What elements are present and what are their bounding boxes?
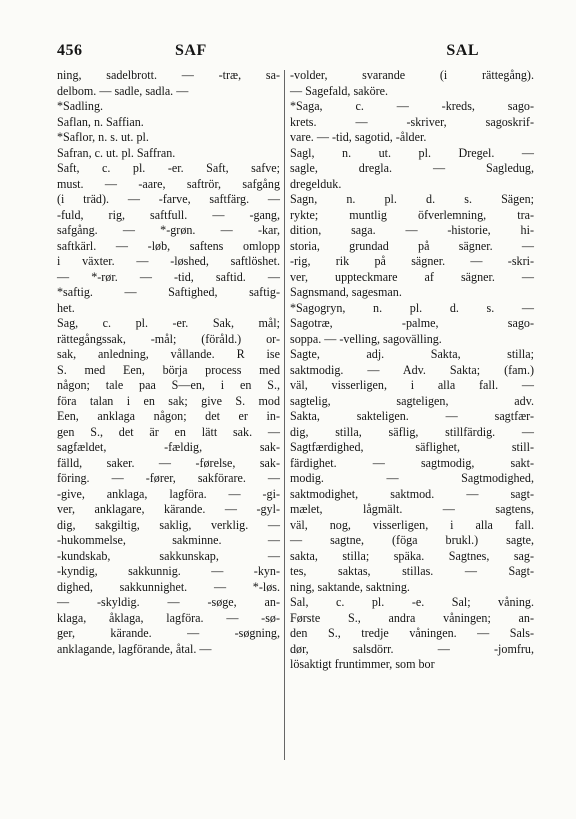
text-line: rykte; muntlig öfverlemning, tra-: [290, 207, 534, 222]
text-line: Saft, c. pl. -er. Saft, safve;: [57, 161, 280, 175]
running-head-left: SAF: [175, 42, 207, 59]
text-line: ning, sadelbrott. — -træ, sa-: [57, 68, 280, 82]
text-line: -kundskab, sakkunskap, —: [57, 548, 280, 563]
text-line: must. — -aare, saftrör, safgång: [57, 176, 280, 191]
text-line: safgång. — *-grøn. — -kar,: [57, 223, 280, 237]
text-line: Sagl, n. ut. pl. Dregel. —: [290, 145, 534, 160]
text-line: Sagtfærdighed, säflighet, still-: [290, 440, 534, 454]
text-line: Sal, c. pl. -e. Sal; våning.: [290, 595, 534, 609]
text-line: Sagte, adj. Sakta, stilla;: [290, 347, 534, 361]
text-line: Saflan, n. Saffian.: [57, 114, 144, 129]
text-line: färdighet. — sagtmodig, sakt-: [290, 455, 534, 470]
text-line: delbom. — sadle, sadla. —: [57, 83, 189, 98]
text-line: Sagnsmand, sagesman.: [290, 285, 402, 299]
running-head-right: SAL: [446, 42, 479, 59]
text-line: saftkärl. — -løb, saftens omlopp: [57, 238, 280, 253]
text-line: den S., tredje våningen. — Sals-: [290, 626, 534, 640]
text-line: — -skyldig. — -søge, an-: [57, 595, 280, 609]
text-line: sagle, dregla. — Sagledug,: [290, 161, 534, 175]
text-line: modig. — Sagtmodighed,: [290, 471, 534, 485]
text-line: Sag, c. pl. -er. Sak, mål;: [57, 316, 280, 330]
text-line: föra talan i en sak; give S. mod: [57, 393, 280, 408]
text-line: saktmodighet, saktmod. — sagt-: [290, 486, 534, 501]
text-line: ver, uppteckmare af sägner. —: [290, 269, 534, 284]
text-line: het.: [57, 300, 75, 315]
text-line: sakta, stilla; späka. Sagtnes, sag-: [290, 548, 534, 563]
text-line: Sakta, sakteligen. — sagtfær-: [290, 409, 534, 423]
text-line: *Sadling.: [57, 99, 104, 113]
text-line: storia, grundad på sägner. —: [290, 238, 534, 253]
text-line: fälld, saker. — -førelse, sak-: [57, 455, 280, 470]
text-line: Een, anklaga någon; det er in-: [57, 409, 280, 423]
text-line: -hukommelse, sakminne. —: [57, 533, 280, 547]
text-line: dregelduk.: [290, 176, 342, 191]
text-line: sak, anledning, vållande. R ise: [57, 347, 280, 361]
column-divider: [284, 70, 285, 760]
text-line: sagtelig, sagteligen, adv.: [290, 393, 534, 408]
text-line: anklagande, lagförande, åtal. —: [57, 641, 212, 656]
text-line: krets. — -skriver, sagoskrif-: [290, 114, 534, 129]
text-line: Sagn, n. pl. d. s. Sägen;: [290, 192, 534, 206]
text-line: föring. — -fører, sakförare. —: [57, 471, 280, 485]
text-line: dig, sakgiltig, saklig, verklig. —: [57, 517, 280, 532]
text-line: sagfældet, -fældig, sak-: [57, 440, 280, 454]
text-line: S. med Een, börja process med: [57, 362, 280, 377]
text-line: klaga, åklaga, lagföra. — -sø-: [57, 610, 280, 625]
text-line: (i träd). — -farve, saftfärg. —: [57, 192, 280, 206]
text-line: *saftig. — Saftighed, saftig-: [57, 285, 280, 299]
text-line: Første S., andra våningen; an-: [290, 610, 534, 625]
text-line: *Saflor, n. s. ut. pl.: [57, 130, 149, 144]
text-line: — Sagefald, saköre.: [290, 83, 389, 98]
text-line: lösaktigt fruntimmer, som bor: [290, 657, 435, 671]
text-line: dør, salsdörr. — -jomfru,: [290, 641, 534, 656]
text-line: tes, saktas, stillas. — Sagt-: [290, 564, 534, 578]
text-line: mælet, lågmält. — sagtens,: [290, 502, 534, 516]
text-line: ger, kärande. — -søgning,: [57, 626, 280, 640]
text-line: i växter. — -løshed, saftlöshet.: [57, 254, 280, 268]
text-line: väl, nog, visserligen, i alla fall.: [290, 517, 534, 532]
text-line: -volder, svarande (i rättegång).: [290, 68, 534, 82]
text-line: dig, stilla, säflig, stillfärdig. —: [290, 424, 534, 439]
text-line: — *-rør. — -tid, saftid. —: [57, 269, 280, 284]
text-line: Sagotræ, -palme, sago-: [290, 316, 534, 330]
text-line: — sagtne, (föga brukl.) sagte,: [290, 533, 534, 547]
text-line: -kyndig, sakkunnig. — -kyn-: [57, 564, 280, 578]
text-line: någon; tale paa S—en, i en S.,: [57, 378, 280, 392]
text-line: Safran, c. ut. pl. Saffran.: [57, 145, 176, 160]
text-line: soppa. — -velling, sagovälling.: [290, 331, 442, 346]
left-column: [57, 68, 280, 657]
right-column: [290, 68, 534, 673]
text-line: vare. — -tid, sagotid, -ålder.: [290, 130, 427, 144]
text-line: dighed, sakkunnighet. — *-løs.: [57, 579, 280, 594]
text-line: -rig, rik på sägner. — -skri-: [290, 254, 534, 268]
text-line: *Saga, c. — -kreds, sago-: [290, 99, 534, 113]
running-header: [57, 42, 537, 64]
text-line: *Sagogryn, n. pl. d. s. —: [290, 300, 534, 315]
text-line: ning, saktande, saktning.: [290, 579, 410, 594]
text-line: dition, saga. — -historie, hi-: [290, 223, 534, 237]
text-line: väl, visserligen, i alla fall. —: [290, 378, 534, 392]
text-line: -give, anklaga, lagföra. — -gi-: [57, 486, 280, 501]
text-line: saktmodig. — Adv. Sakta; (fam.): [290, 362, 534, 377]
page-number: 456: [57, 42, 83, 59]
text-line: -fuld, rig, saftfull. — -gang,: [57, 207, 280, 222]
text-line: ver, anklagare, kärande. — -gyl-: [57, 502, 280, 516]
text-line: rättegångssak, -mål; (föråld.) or-: [57, 331, 280, 346]
text-line: gen S., det är en lätt sak. —: [57, 424, 280, 439]
